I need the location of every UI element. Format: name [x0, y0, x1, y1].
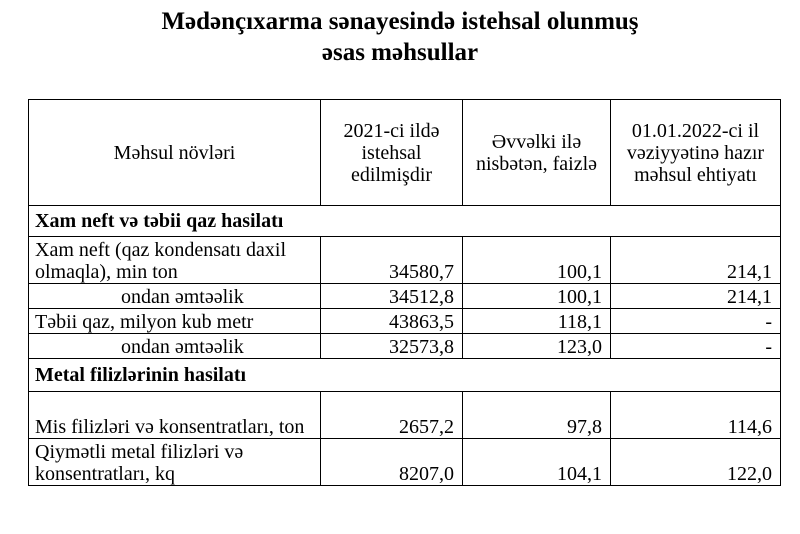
cell-produced: 34580,7 [321, 237, 463, 284]
header-product-types: Məhsul növləri [29, 100, 321, 206]
page-subtitle: əsas məhsullar [321, 39, 479, 66]
table-row [29, 439, 781, 486]
cell-stock: 214,1 [611, 284, 781, 309]
row-label: Xam neft (qaz kondensatı daxil olmaqla), min ton [29, 237, 321, 284]
table-row [29, 237, 781, 284]
section-row [29, 359, 781, 392]
cell-produced: 34512,8 [321, 284, 463, 309]
header-percent-prev-year: Əvvəlki ilə nisbətən, faizlə [463, 100, 611, 206]
page-title: Mədənçıxarma sənayesində istehsal olunmuş [161, 8, 639, 35]
cell-produced: 32573,8 [321, 334, 463, 359]
products-table [28, 99, 781, 486]
section-title-oil-gas: Xam neft və təbii qaz hasilatı [29, 206, 781, 237]
cell-produced: 8207,0 [321, 439, 463, 486]
table-row [29, 334, 781, 359]
cell-percent: 100,1 [463, 284, 611, 309]
cell-produced: 43863,5 [321, 309, 463, 334]
row-label: ondan əmtəəlik [29, 284, 321, 309]
cell-percent: 97,8 [463, 392, 611, 439]
cell-percent: 123,0 [463, 334, 611, 359]
row-label: Təbii qaz, milyon kub metr [29, 309, 321, 334]
table-row [29, 309, 781, 334]
header-produced-2021: 2021-ci ildə istehsal edilmişdir [321, 100, 463, 206]
section-row [29, 206, 781, 237]
row-label: Qiymətli metal filizləri və konsentratları, kq [29, 439, 321, 486]
cell-percent: 104,1 [463, 439, 611, 486]
cell-percent: 100,1 [463, 237, 611, 284]
table-header-row [29, 100, 781, 206]
header-stock-2022: 01.01.2022-ci il vəziyyətinə hazır məhsul ehtiyatı [611, 100, 781, 206]
table-row [29, 392, 781, 439]
section-title-metal-ores: Metal filizlərinin hasilatı [29, 359, 781, 392]
cell-stock: - [611, 309, 781, 334]
cell-produced: 2657,2 [321, 392, 463, 439]
table-row [29, 284, 781, 309]
row-label: Mis filizləri və konsentratları, ton [29, 392, 321, 439]
cell-percent: 118,1 [463, 309, 611, 334]
cell-stock: 114,6 [611, 392, 781, 439]
cell-stock: 122,0 [611, 439, 781, 486]
cell-stock: 214,1 [611, 237, 781, 284]
row-label: ondan əmtəəlik [29, 334, 321, 359]
cell-stock: - [611, 334, 781, 359]
